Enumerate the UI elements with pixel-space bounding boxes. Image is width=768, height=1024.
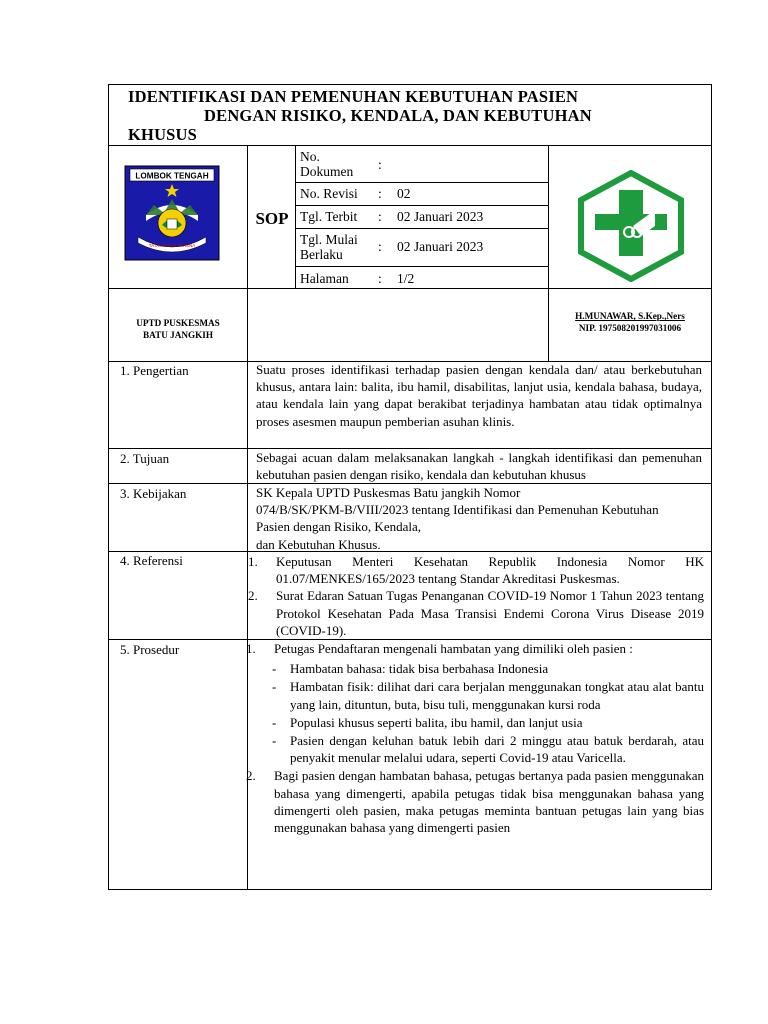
meta-value-no-revisi: 02 — [397, 186, 411, 201]
table-left-border — [108, 84, 109, 890]
meta-colon: : — [378, 271, 382, 286]
section-text-tujuan: Sebagai acuan dalam melaksanakan langkah - langkah identifikasi dan pemenuhan kebutuhan pasien dengan risiko, kendala dan kebutuhan khusus — [256, 450, 702, 483]
list-item — [272, 678, 704, 712]
section-label-tujuan: 2. Tujuan — [120, 451, 170, 466]
lombok-tengah-logo — [124, 165, 220, 261]
section-label-kebijakan: 3. Kebijakan — [120, 486, 187, 501]
bullet-dash: - — [272, 661, 277, 677]
meta-row-border — [295, 205, 548, 206]
section-text-prosedur — [246, 640, 704, 836]
meta-row-border — [295, 266, 548, 267]
bullet-dash: - — [272, 733, 277, 749]
prosedur-bullet-3: Populasi khusus seperti balita, ibu hamil, dan lanjut usia — [290, 714, 583, 730]
list-number: 2. — [248, 588, 258, 604]
meta-row-border — [295, 228, 548, 229]
logo-top-text: LOMBOK TENGAH — [135, 171, 209, 181]
meta-colon: : — [378, 209, 382, 224]
meta-value-halaman: 1/2 — [397, 271, 415, 286]
list-item — [246, 640, 704, 766]
meta-value-tgl-mulai: 02 Januari 2023 — [397, 239, 484, 254]
list-item — [248, 553, 704, 587]
sop-divider — [295, 145, 296, 289]
meta-label-tgl-terbit: Tgl. Terbit — [300, 209, 358, 224]
title-line-3: KHUSUS — [128, 125, 198, 144]
institution-name — [110, 317, 246, 341]
bullet-dash: - — [272, 679, 277, 695]
institution-line-2: BATU JANGKIH — [142, 330, 214, 340]
signatory-block — [550, 310, 710, 334]
prosedur-step-1: Petugas Pendaftaran mengenali hambatan yang dimiliki oleh pasien : — [274, 641, 633, 656]
institution-line-1: UPTD PUSKESMAS — [136, 318, 220, 328]
section-label-prosedur: 5. Prosedur — [120, 642, 180, 657]
kebijakan-line-3: Pasien dengan Risiko, Kendala, — [256, 519, 421, 535]
table-right-border — [711, 84, 712, 890]
meta-row-border — [295, 182, 548, 183]
list-item — [246, 767, 704, 836]
title-bottom-border — [108, 145, 712, 146]
kebijakan-line-2: 074/B/SK/PKM-B/VIII/2023 tentang Identifikasi dan Pemenuhan Kebutuhan — [256, 502, 659, 518]
section-text-kebijakan — [256, 484, 706, 553]
signatory-name: H.MUNAWAR, S.Kep.,Ners — [575, 311, 685, 321]
meta-colon: : — [378, 157, 382, 172]
puskesmas-logo — [575, 170, 687, 282]
signatory-nip: NIP. 197508201997031006 — [578, 323, 682, 333]
kebijakan-line-4: dan Kebutuhan Khusus. — [256, 536, 381, 552]
bullet-dash: - — [272, 714, 277, 730]
meta-colon: : — [378, 239, 382, 254]
title-line-1: IDENTIFIKASI DAN PEMENUHAN KEBUTUHAN PASIEN — [128, 87, 579, 106]
meta-label-no-dokumen: No. Dokumen — [300, 149, 354, 179]
list-item — [272, 732, 704, 766]
title-line-2: DENGAN RISIKO, KENDALA, DAN KEBUTUHAN — [204, 106, 592, 125]
logo-divider — [548, 145, 549, 362]
referensi-item-1: Keputusan Menteri Kesehatan Republik Indonesia Nomor HK 01.07/MENKES/165/2023 tentang Standar Akreditasi Puskesmas. — [276, 554, 704, 587]
table-top-border — [108, 84, 712, 85]
list-number: 1. — [248, 554, 258, 569]
kebijakan-line-1: SK Kepala UPTD Puskesmas Batu jangkih Nomor — [256, 485, 521, 500]
section-text-referensi — [248, 553, 704, 639]
meta-label-halaman: Halaman — [300, 271, 349, 286]
header-row-border — [108, 288, 712, 289]
list-item — [272, 714, 704, 731]
list-item — [248, 587, 704, 639]
list-number: 1. — [246, 641, 256, 656]
meta-label-no-revisi: No. Revisi — [300, 186, 358, 201]
meta-colon: : — [378, 186, 382, 201]
meta-label-tgl-mulai: Tgl. Mulai Berlaku — [300, 232, 358, 262]
list-number: 2. — [246, 768, 256, 784]
list-item — [272, 660, 704, 677]
table-bottom-border — [108, 889, 712, 890]
sop-label: SOP — [255, 209, 289, 228]
logo-motto: TATAS TUHU TRASNA — [148, 243, 196, 248]
prosedur-step-2: Bagi pasien dengan hambatan bahasa, petugas bertanya pada pasien menggunakan bahasa yang dimengerti, apabila petugas tidak bisa menggunakan bahasa yang dimengerti oleh pasien, maka petugas meminta bantuan petugas lain yang bias menggunakan bahasa yang dimengerti pasien — [274, 768, 704, 836]
referensi-item-2: Surat Edaran Satuan Tugas Penanganan COVID-19 Nomor 1 Tahun 2023 tentang Protokol Kesehatan Pada Masa Transisi Endemi Corona Virus Disease 2019 (COVID-19). — [276, 588, 704, 638]
prosedur-bullet-4: Pasien dengan keluhan batuk lebih dari 2 minggu atau batuk berdarah, atau penyakit menular melalui udara, seperti Covid-19 atau Varicella. — [290, 733, 704, 766]
section-text-pengertian: Suatu proses identifikasi terhadap pasien dengan kendala dan/ atau berkebutuhan khusus, antara lain: balita, ibu hamil, disabilitas, lanjut usia, kendala bahasa, budaya, atau kendala lain yang dapat berakibat terjadinya hambatan atau tidak optimalnya proses asesmen maupun pemberian asuhan klinis. — [256, 362, 702, 429]
meta-value-tgl-terbit: 02 Januari 2023 — [397, 209, 484, 224]
section-label-pengertian: 1. Pengertian — [120, 363, 189, 378]
document-title — [128, 87, 648, 144]
prosedur-bullet-2: Hambatan fisik: dilihat dari cara berjalan menggunakan tongkat atau alat bantu yang lain, dituntun, buta, bisu tuli, menggunakan kursi roda — [290, 679, 704, 712]
section-label-referensi: 4. Referensi — [120, 553, 183, 568]
prosedur-bullet-1: Hambatan bahasa: tidak bisa berbahasa Indonesia — [290, 661, 549, 677]
